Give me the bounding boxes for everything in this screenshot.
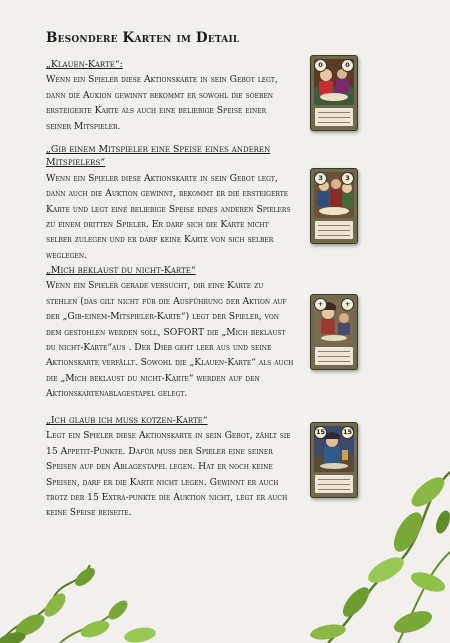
section-mich-beklaust xyxy=(46,264,294,402)
card-text-box xyxy=(315,347,353,365)
card-value-left: 15 xyxy=(314,426,327,439)
card-image-klauen xyxy=(310,55,358,131)
vine-decoration-left-icon xyxy=(0,555,170,643)
section-heading: „Klauen-Karte“: xyxy=(46,59,123,70)
section-klauen-karte xyxy=(46,58,294,134)
section-heading: „Gib einem Mitspieler eine Speise eines anderen Mitspielers“ xyxy=(46,144,271,169)
card-image-gib-einem xyxy=(310,168,358,244)
vine-decoration-right-icon xyxy=(268,462,450,643)
card-value-left: + xyxy=(314,298,327,311)
section-gib-einem-mitspieler xyxy=(46,143,294,263)
page-title: Besondere Karten im Detail xyxy=(46,30,240,46)
card-text-box xyxy=(315,221,353,239)
section-heading: „Ich glaub ich muss kotzen-Karte“ xyxy=(46,415,208,426)
section-body: Legt ein Spieler diese Aktionskarte in sein Gebot, zählt sie 15 Appetit-Punkte. Dafür muss der Spieler eine seiner Speisen auf den Ablagestapel legen. Hat er noch keine Speisen, darf er die Karte nicht legen. Gewinnt er auch trotz der 15 Extra-punkte die Auktion nicht, legt er auch keine Speise beiseite. xyxy=(46,430,291,519)
card-value-right: 3 xyxy=(341,172,354,185)
card-value-right: 0 xyxy=(341,59,354,72)
card-value-left: 3 xyxy=(314,172,327,185)
card-image-mich-beklaust xyxy=(310,294,358,370)
card-image-kotzen xyxy=(310,422,358,498)
section-body: Wenn ein Spieler gerade versucht, dir eine Karte zu stehlen (das gilt nicht für die Ausführung der Aktion auf der „Gib-einem-Mitspieler-Karte“) legt der Spieler, von dem gestohlen werden soll, SOFORT die „Mich beklaust du nicht-Karte“aus . Der Dieb geht leer aus und seine Aktionskarte verfällt. Sowohl die „Klauen-Karte“ als auch die „Mich beklaust du nicht-Karte“ werden auf den Aktionskartenablagestapel gelegt. xyxy=(46,280,294,400)
section-body: Wenn ein Spieler diese Aktionskarte in sein Gebot legt, dann auch die Auktion gewinnt, bekommt er die ersteigerte Karte und legt eine beliebige Speise eines anderen Spielers zu einem dritten Spieler. Er darf sich die Karte nicht selber zulegen und er darf keine Karte von sich selber weglegen. xyxy=(46,172,291,261)
card-text-box xyxy=(315,108,353,126)
section-body: Wenn ein Spieler diese Aktionskarte in sein Gebot legt, dann die Aukion gewinnt bekommt er sowohl die soeben ersteigerte Karte als auch eine beliebige Speise einer seiner Mitspieler. xyxy=(46,74,278,132)
section-heading: „Mich beklaust du nicht-Karte“ xyxy=(46,265,196,276)
card-value-left: 0 xyxy=(314,59,327,72)
card-value-right: + xyxy=(341,298,354,311)
card-text-box xyxy=(315,475,353,493)
section-kotzen-karte xyxy=(46,414,294,521)
card-value-right: 15 xyxy=(341,426,354,439)
